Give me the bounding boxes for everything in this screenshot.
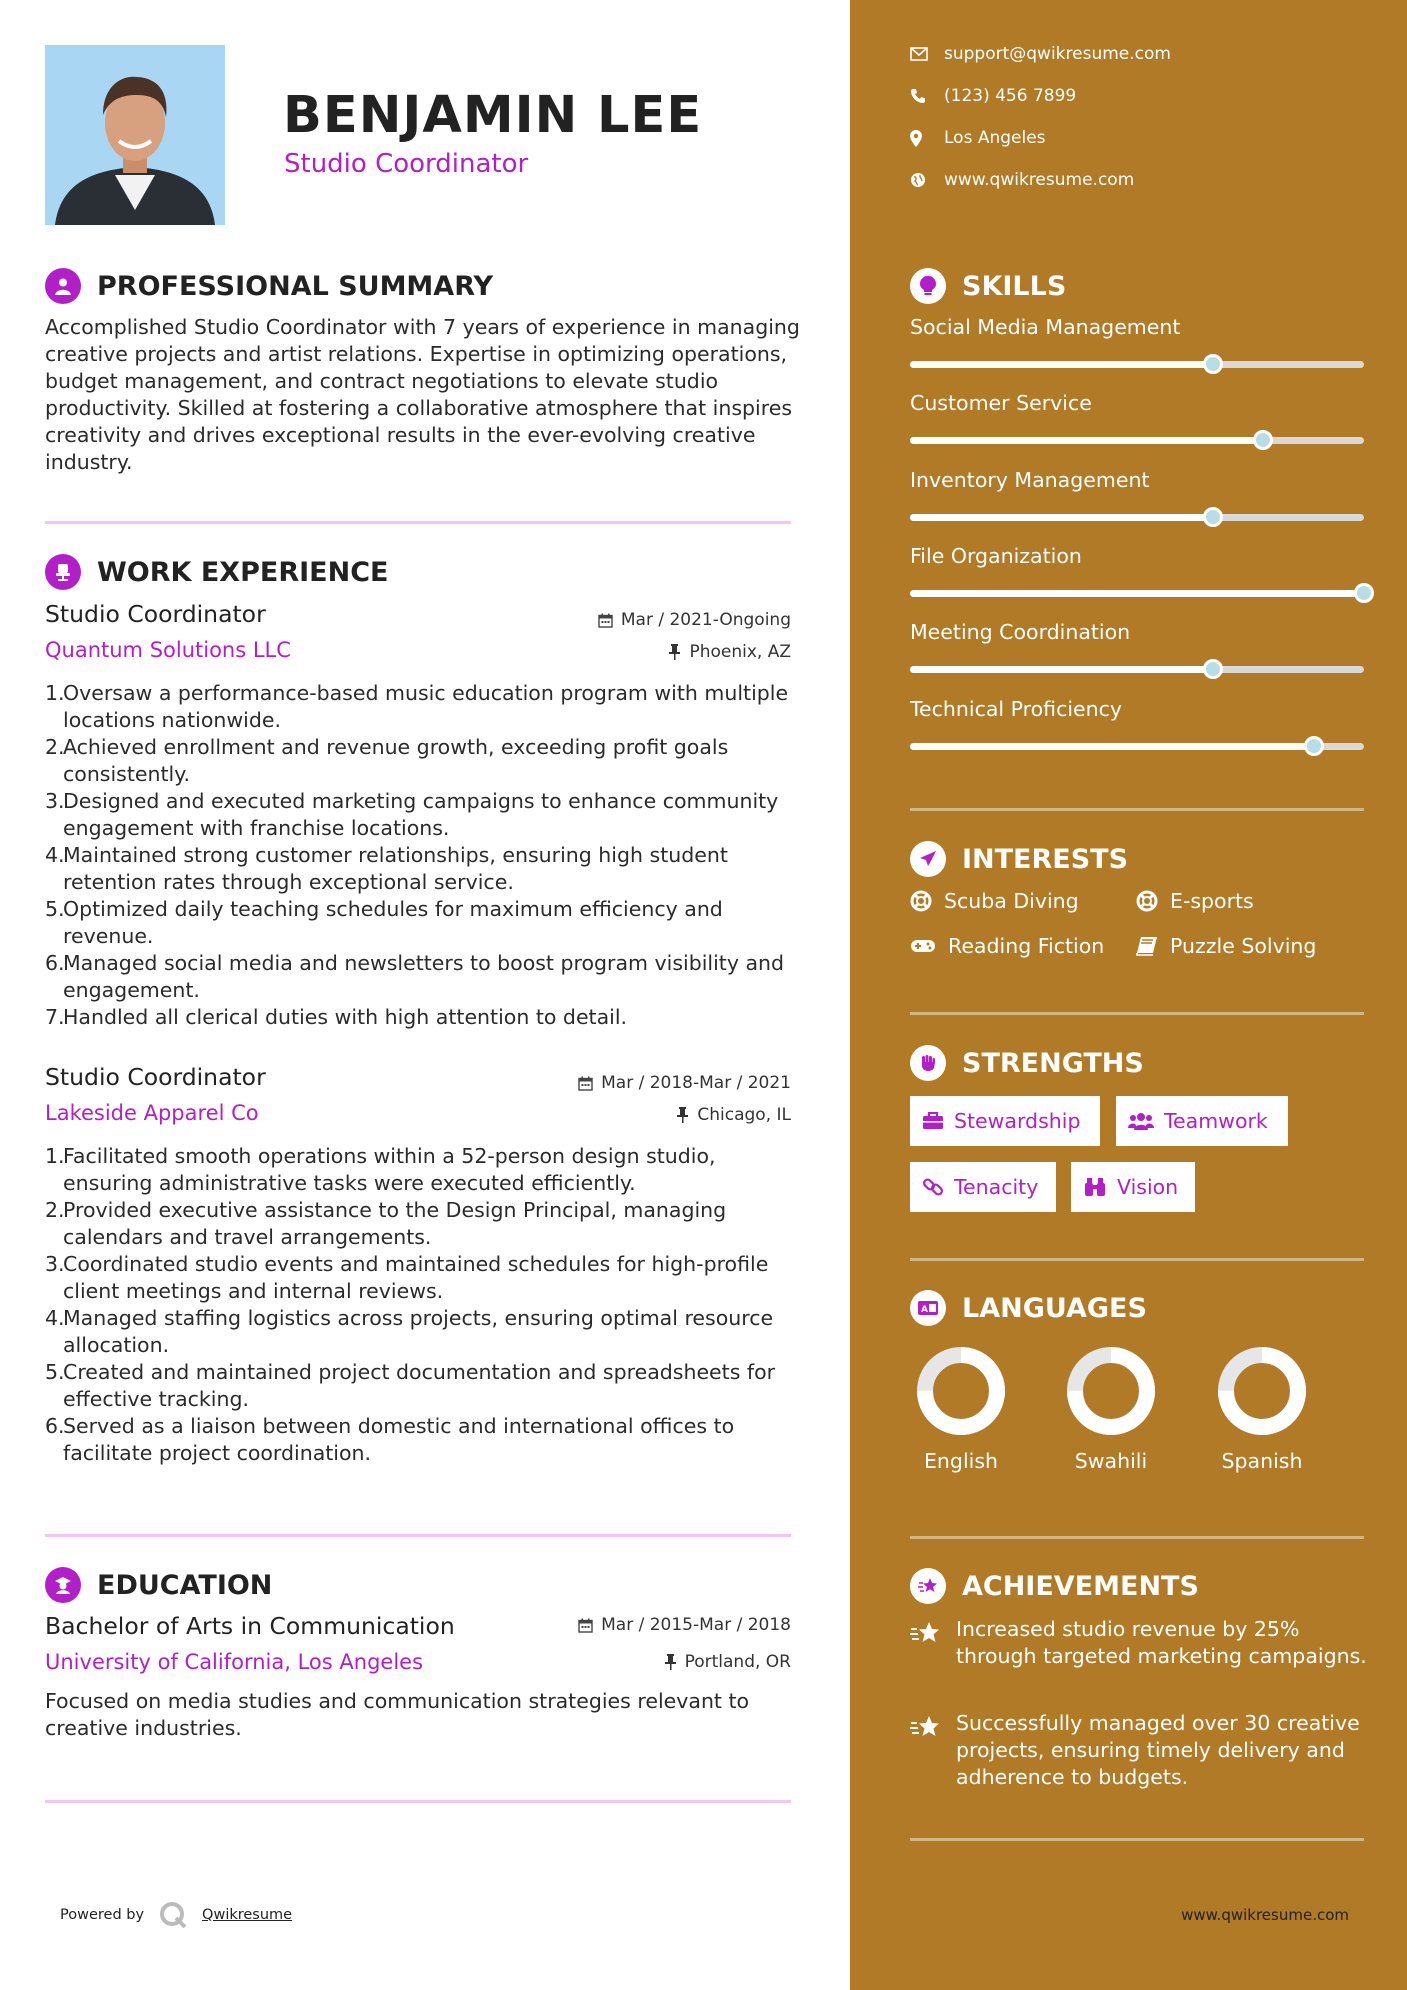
skill-label: Meeting Coordination [910, 620, 1131, 644]
star-burst-icon [910, 1714, 942, 1740]
globe-icon [910, 172, 926, 188]
calendar-icon [578, 1618, 593, 1633]
education-location: Portland, OR [664, 1652, 791, 1672]
education-date: Mar / 2015-Mar / 2018 [578, 1615, 791, 1635]
skill-bar [910, 666, 1364, 673]
calendar-icon [578, 1076, 593, 1091]
company-name: Lakeside Apparel Co [45, 1101, 259, 1125]
list-item: 6. Managed social media and newsletters to boost program visibility and engagement. [45, 951, 785, 1002]
interests-heading: INTERESTS [962, 843, 1129, 875]
interests-header [910, 841, 1128, 877]
svg-text:A: A [921, 1305, 928, 1315]
footer-website[interactable]: www.qwikresume.com [1181, 1906, 1349, 1924]
list-item: 1. Oversaw a performance-based music education program with multiple locations nationwide. [45, 681, 789, 732]
degree-title: Bachelor of Arts in Communication [45, 1612, 455, 1640]
candidate-name: BENJAMIN LEE [283, 86, 703, 145]
footer-powered: Powered by Qwikresume [60, 1900, 292, 1930]
language-label: Spanish [1221, 1449, 1303, 1473]
strength-chip: Teamwork [1116, 1096, 1288, 1146]
qwikresume-logo-icon [158, 1900, 188, 1930]
achievement-item: Increased studio revenue by 25% through targeted marketing campaigns. [910, 1616, 1370, 1670]
interest-item: E-sports [1136, 889, 1254, 913]
strength-chip: Tenacity [910, 1162, 1056, 1212]
education-heading: EDUCATION [97, 1569, 273, 1601]
list-item: 1. Facilitated smooth operations within a 52-person design studio, ensuring administrative tasks were executed efficiently. [45, 1144, 716, 1195]
skill-label: Inventory Management [910, 468, 1150, 492]
language-icon [910, 1290, 946, 1326]
job-location: Chicago, IL [676, 1105, 791, 1125]
section-divider [45, 1534, 791, 1537]
envelope-icon [910, 47, 928, 61]
star-burst-icon [910, 1568, 946, 1604]
skill-label: Technical Proficiency [910, 697, 1123, 721]
skill-bar [910, 590, 1364, 597]
languages-heading: LANGUAGES [962, 1292, 1147, 1324]
list-item: 5. Created and maintained project documentation and spreadsheets for effective tracking. [45, 1360, 776, 1411]
section-divider [910, 1012, 1364, 1015]
lightbulb-icon [910, 268, 946, 304]
list-item: 3. Coordinated studio events and maintained schedules for high-profile client meetings and internal reviews. [45, 1252, 769, 1303]
fist-icon [910, 1045, 946, 1081]
contact-email[interactable]: support@qwikresume.com [910, 44, 1171, 64]
sidebar [850, 0, 1407, 1990]
skill-label: Social Media Management [910, 315, 1181, 339]
contact-website[interactable]: www.qwikresume.com [910, 170, 1134, 190]
list-item: 5. Optimized daily teaching schedules for maximum efficiency and revenue. [45, 897, 723, 948]
section-divider [45, 1800, 791, 1803]
language-item [901, 1343, 1021, 1473]
job-title: Studio Coordinator [45, 600, 266, 628]
map-marker-icon [910, 130, 922, 147]
chair-icon [45, 554, 81, 590]
calendar-icon [598, 613, 613, 628]
strength-chip: Vision [1071, 1162, 1195, 1212]
star-burst-icon [910, 1620, 942, 1646]
achievements-heading: ACHIEVEMENTS [962, 1570, 1199, 1602]
pin-icon [676, 1107, 689, 1123]
skill-knob [1203, 659, 1223, 679]
skill-bar [910, 743, 1364, 750]
book-icon [1136, 936, 1158, 956]
job-responsibilities [45, 680, 805, 1031]
job-responsibilities [45, 1143, 805, 1467]
phone-icon [910, 88, 926, 104]
strengths-header [910, 1045, 1144, 1081]
briefcase-icon [922, 1112, 944, 1130]
profile-photo [45, 45, 225, 225]
section-divider [910, 1536, 1364, 1539]
interest-item: Reading Fiction [910, 934, 1104, 958]
language-label: English [923, 1449, 999, 1473]
summary-heading: PROFESSIONAL SUMMARY [97, 270, 494, 302]
users-icon [1128, 1112, 1154, 1130]
education-description: Focused on media studies and communication strategies relevant to creative industries. [45, 1689, 750, 1740]
user-circle-icon [45, 268, 81, 304]
skill-label: Customer Service [910, 391, 1092, 415]
language-ring [1214, 1343, 1310, 1439]
language-label: Swahili [1074, 1449, 1148, 1473]
work-header [45, 554, 388, 590]
contact-phone[interactable]: (123) 456 7899 [910, 86, 1076, 106]
skill-knob [1253, 430, 1273, 450]
section-divider [910, 1258, 1364, 1261]
paper-plane-icon [910, 841, 946, 877]
skill-bar [910, 361, 1364, 368]
section-divider [910, 1838, 1364, 1841]
summary-header [45, 268, 493, 304]
language-ring [913, 1343, 1009, 1439]
list-item: 2. Achieved enrollment and revenue growth, exceeding profit goals consistently. [45, 735, 729, 786]
language-ring [1063, 1343, 1159, 1439]
list-item: 4. Managed staffing logistics across projects, ensuring optimal resource allocation. [45, 1306, 774, 1357]
life-ring-icon [1136, 890, 1158, 912]
job-date: Mar / 2021-Ongoing [598, 610, 791, 630]
graduate-icon [45, 1567, 81, 1603]
pin-icon [668, 644, 681, 660]
candidate-title: Studio Coordinator [284, 149, 529, 179]
achievements-header [910, 1568, 1199, 1604]
languages-header [910, 1290, 1147, 1326]
language-item [1051, 1343, 1171, 1473]
gamepad-icon [910, 938, 936, 954]
interest-item: Puzzle Solving [1136, 934, 1316, 958]
qwikresume-link[interactable]: Qwikresume [202, 1907, 293, 1923]
list-item: 2. Provided executive assistance to the Design Principal, managing calendars and travel arrangements. [45, 1198, 727, 1249]
work-heading: WORK EXPERIENCE [97, 556, 389, 588]
job-location: Phoenix, AZ [668, 642, 791, 662]
summary-text: Accomplished Studio Coordinator with 7 years of experience in managing creative projects and artist relations. Expertise in optimizing operations, budget management, and contract negotiations to elevate studio productivity. Skilled at fostering a collaborative atmosphere that inspires creativity and drives exceptional results in the ever-evolving creative industry. [45, 315, 800, 474]
binoculars-icon [1083, 1177, 1107, 1197]
school-name: University of California, Los Angeles [45, 1650, 424, 1674]
skills-header [910, 268, 1066, 304]
job-date: Mar / 2018-Mar / 2021 [578, 1073, 791, 1093]
strengths-heading: STRENGTHS [962, 1047, 1144, 1079]
contact-location: Los Angeles [910, 128, 1046, 148]
list-item: 4. Maintained strong customer relationships, ensuring high student retention rates through exceptional service. [45, 843, 728, 894]
achievement-item: Successfully managed over 30 creative projects, ensuring timely delivery and adherence to budgets. [910, 1710, 1370, 1791]
skill-label: File Organization [910, 544, 1082, 568]
list-item: 6. Served as a liaison between domestic and international offices to facilitate project coordination. [45, 1414, 735, 1465]
section-divider [910, 808, 1364, 811]
job-title: Studio Coordinator [45, 1063, 266, 1091]
section-divider [45, 521, 791, 524]
list-item: 3. Designed and executed marketing campaigns to enhance community engagement with franchise locations. [45, 789, 779, 840]
skill-knob [1203, 354, 1223, 374]
skills-heading: SKILLS [962, 270, 1067, 302]
skill-knob [1304, 736, 1324, 756]
list-item: 7. Handled all clerical duties with high attention to detail. [45, 1005, 628, 1029]
skill-bar [910, 514, 1364, 521]
strength-chip: Stewardship [910, 1096, 1100, 1146]
skill-knob [1203, 507, 1223, 527]
skill-bar [910, 437, 1364, 444]
education-header [45, 1567, 272, 1603]
life-ring-icon [910, 890, 932, 912]
company-name: Quantum Solutions LLC [45, 638, 291, 662]
skill-knob [1354, 583, 1374, 603]
interest-item: Scuba Diving [910, 889, 1079, 913]
language-item [1202, 1343, 1322, 1473]
pin-icon [664, 1654, 677, 1670]
link-icon [922, 1176, 944, 1198]
